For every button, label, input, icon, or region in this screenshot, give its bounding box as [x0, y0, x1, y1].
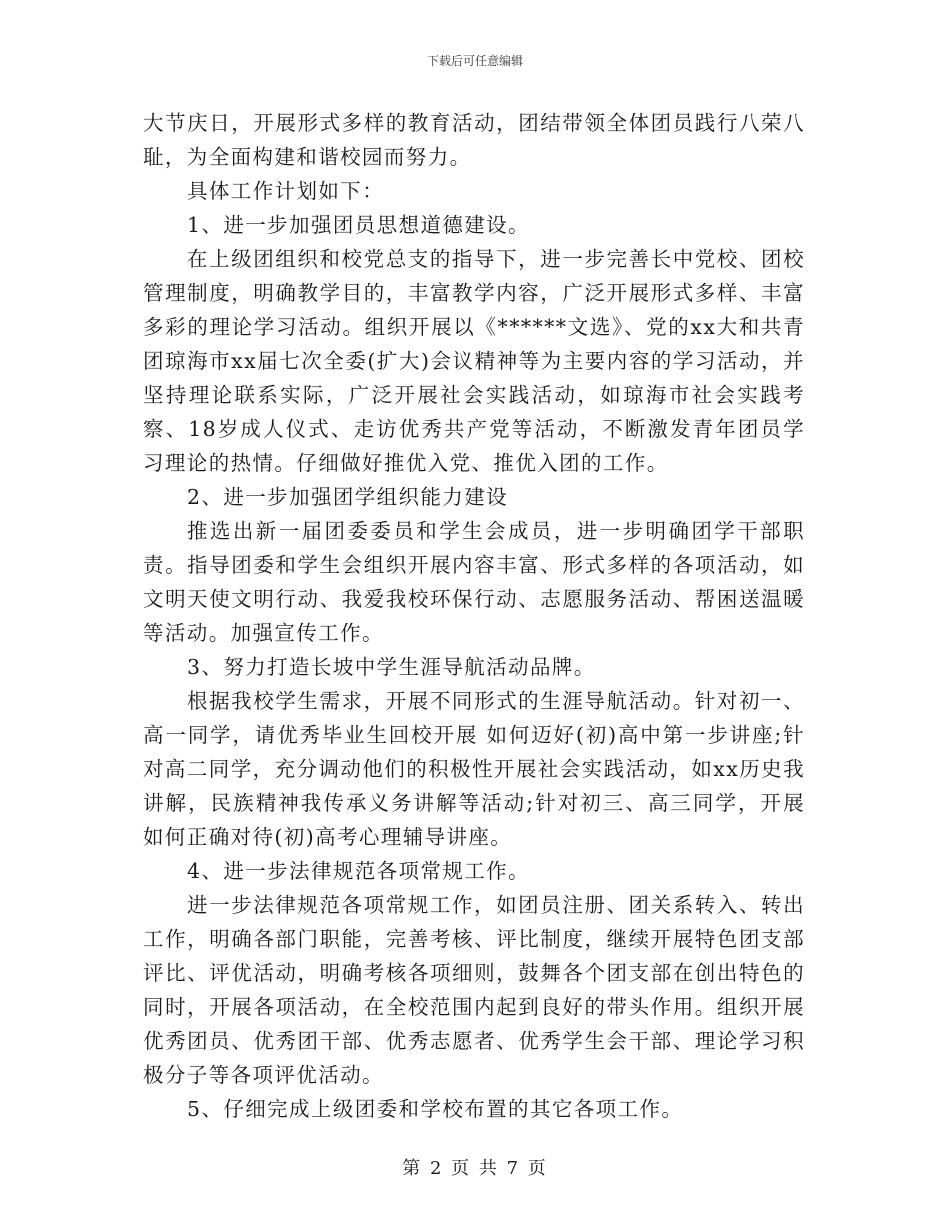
page-number-footer: 第 2 页 共 7 页 [402, 1158, 548, 1179]
paragraph-intro-continued: 大节庆日，开展形式多样的教育活动，团结带领全体团员践行八荣八耻，为全面构建和谐校园而努力。 [143, 111, 805, 169]
section-heading-1: 1、进一步加强团员思想道德建设。 [187, 213, 530, 237]
section-heading-5: 5、仔细完成上级团委和学校布置的其它各项工作。 [187, 1097, 684, 1121]
paragraph-section-2: 推选出新一届团委委员和学生会成员，进一步明确团学干部职责。指导团委和学生会组织开展内容丰富、形式多样的各项活动，如文明天使文明行动、我爱我校环保行动、志愿服务活动、帮困送温暖等活动。加强宣传工作。 [143, 519, 805, 645]
section-heading-3: 3、努力打造长坡中学生涯导航活动品牌。 [187, 655, 596, 679]
header-note: 下载后可任意编辑 [426, 54, 523, 68]
paragraph-plan-heading: 具体工作计划如下： [187, 179, 385, 203]
section-heading-4: 4、进一步法律规范各项常规工作。 [187, 859, 530, 883]
body-text [143, 106, 805, 1126]
paragraph-section-4: 进一步法律规范各项常规工作，如团员注册、团关系转入、转出工作，明确各部门职能，完善考核、评比制度，继续开展特色团支部评比、评优活动，明确考核各项细则，鼓舞各个团支部在创出特色的同时，开展各项活动，在全校范围内起到良好的带头作用。组织开展优秀团员、优秀团干部、优秀志愿者、优秀学生会干部、理论学习积极分子等各项评优活动。 [143, 893, 805, 1087]
paragraph-section-1: 在上级团组织和校党总支的指导下，进一步完善长中党校、团校管理制度，明确教学目的，丰富教学内容，广泛开展形式多样、丰富多彩的理论学习活动。组织开展以《******文选》、党的xx大和共青团琼海市xx届七次全委(扩大)会议精神等为主要内容的学习活动，并坚持理论联系实际，广泛开展社会实践活动，如琼海市社会实践考察、18岁成人仪式、走访优秀共产党等活动，不断激发青年团员学习理论的热情。仔细做好推优入党、推优入团的工作。 [143, 247, 805, 475]
section-heading-2: 2、进一步加强团学组织能力建设 [187, 485, 509, 509]
paragraph-section-3: 根据我校学生需求，开展不同形式的生涯导航活动。针对初一、高一同学，请优秀毕业生回校开展 如何迈好(初)高中第一步讲座;针对高二同学，充分调动他们的积极性开展社会实践活动，如xx历史我讲解，民族精神我传承义务讲解等活动;针对初三、高三同学，开展如何正确对待(初)高考心理辅导讲座。 [143, 689, 805, 849]
